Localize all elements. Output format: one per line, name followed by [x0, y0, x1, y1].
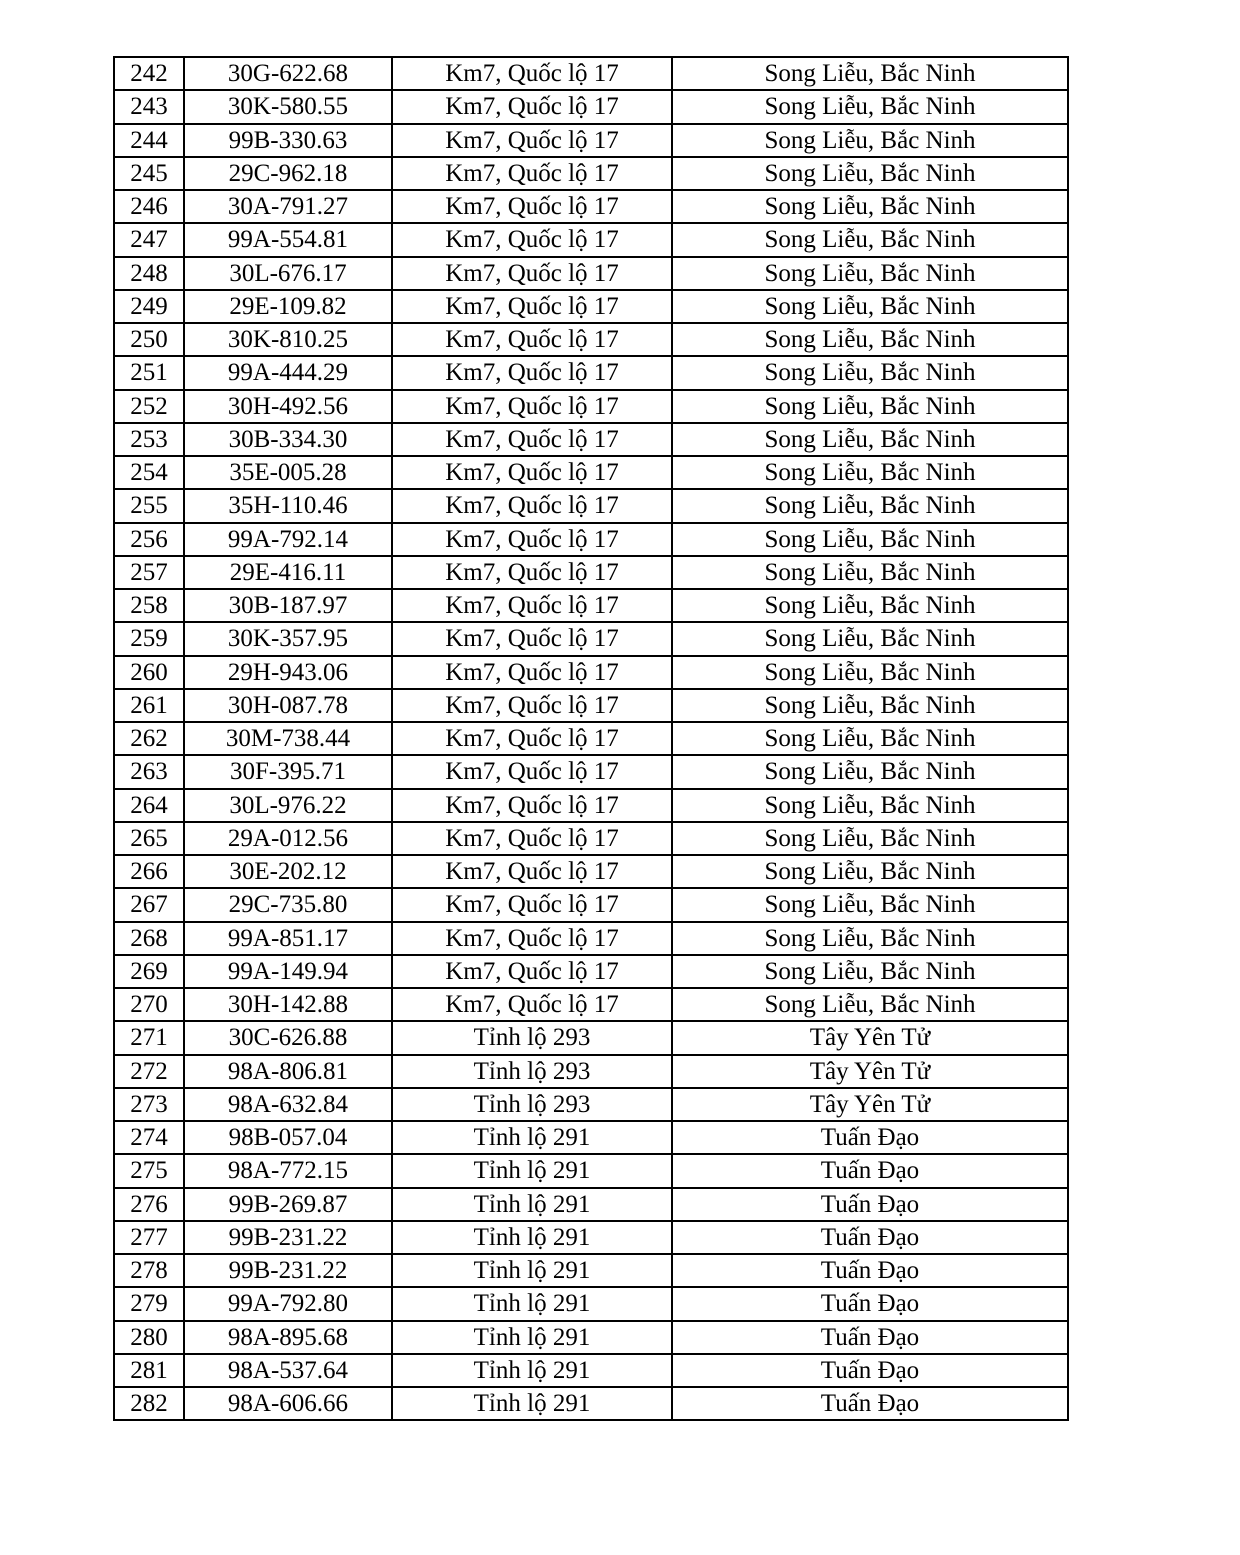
row-number-cell: 275 [114, 1154, 184, 1187]
license-plate-cell: 29H-943.06 [184, 656, 392, 689]
table-row [114, 656, 1068, 689]
table-row [114, 988, 1068, 1021]
road-location-cell: Km7, Quốc lộ 17 [392, 356, 672, 389]
row-number-cell: 257 [114, 556, 184, 589]
table-row [114, 157, 1068, 190]
road-location-cell: Tỉnh lộ 293 [392, 1055, 672, 1088]
road-location-cell: Km7, Quốc lộ 17 [392, 656, 672, 689]
row-number-cell: 249 [114, 290, 184, 323]
license-plate-cell: 30H-087.78 [184, 689, 392, 722]
place-name-cell: Tuấn Đạo [672, 1154, 1068, 1187]
place-name-cell: Tây Yên Tử [672, 1055, 1068, 1088]
place-name-cell: Song Liễu, Bắc Ninh [672, 888, 1068, 921]
row-number-cell: 266 [114, 855, 184, 888]
place-name-cell: Song Liễu, Bắc Ninh [672, 423, 1068, 456]
table-row [114, 323, 1068, 356]
road-location-cell: Km7, Quốc lộ 17 [392, 622, 672, 655]
table-row [114, 290, 1068, 323]
table-row [114, 257, 1068, 290]
license-plate-cell: 30K-580.55 [184, 90, 392, 123]
table-row [114, 556, 1068, 589]
row-number-cell: 260 [114, 656, 184, 689]
place-name-cell: Song Liễu, Bắc Ninh [672, 290, 1068, 323]
place-name-cell: Song Liễu, Bắc Ninh [672, 57, 1068, 90]
table-row [114, 489, 1068, 522]
license-plate-cell: 99A-792.14 [184, 523, 392, 556]
place-name-cell: Song Liễu, Bắc Ninh [672, 689, 1068, 722]
table-row [114, 1387, 1068, 1420]
place-name-cell: Song Liễu, Bắc Ninh [672, 356, 1068, 389]
table-row [114, 90, 1068, 123]
table-row [114, 423, 1068, 456]
row-number-cell: 259 [114, 622, 184, 655]
place-name-cell: Song Liễu, Bắc Ninh [672, 656, 1068, 689]
row-number-cell: 262 [114, 722, 184, 755]
road-location-cell: Tỉnh lộ 291 [392, 1154, 672, 1187]
place-name-cell: Song Liễu, Bắc Ninh [672, 855, 1068, 888]
road-location-cell: Km7, Quốc lộ 17 [392, 955, 672, 988]
license-plate-cell: 35H-110.46 [184, 489, 392, 522]
place-name-cell: Song Liễu, Bắc Ninh [672, 955, 1068, 988]
place-name-cell: Song Liễu, Bắc Ninh [672, 190, 1068, 223]
table-row [114, 1287, 1068, 1320]
row-number-cell: 264 [114, 789, 184, 822]
place-name-cell: Tuấn Đạo [672, 1287, 1068, 1320]
place-name-cell: Song Liễu, Bắc Ninh [672, 257, 1068, 290]
row-number-cell: 267 [114, 888, 184, 921]
road-location-cell: Tỉnh lộ 291 [392, 1354, 672, 1387]
table-row [114, 955, 1068, 988]
row-number-cell: 268 [114, 922, 184, 955]
place-name-cell: Song Liễu, Bắc Ninh [672, 755, 1068, 788]
row-number-cell: 270 [114, 988, 184, 1021]
table-row [114, 1254, 1068, 1287]
place-name-cell: Tuấn Đạo [672, 1354, 1068, 1387]
road-location-cell: Km7, Quốc lộ 17 [392, 90, 672, 123]
table-row [114, 1121, 1068, 1154]
road-location-cell: Tỉnh lộ 291 [392, 1121, 672, 1154]
place-name-cell: Song Liễu, Bắc Ninh [672, 789, 1068, 822]
license-plate-cell: 98A-806.81 [184, 1055, 392, 1088]
road-location-cell: Km7, Quốc lộ 17 [392, 855, 672, 888]
road-location-cell: Km7, Quốc lộ 17 [392, 988, 672, 1021]
row-number-cell: 279 [114, 1287, 184, 1320]
place-name-cell: Song Liễu, Bắc Ninh [672, 622, 1068, 655]
road-location-cell: Km7, Quốc lộ 17 [392, 257, 672, 290]
road-location-cell: Tỉnh lộ 293 [392, 1088, 672, 1121]
table-row [114, 722, 1068, 755]
row-number-cell: 278 [114, 1254, 184, 1287]
place-name-cell: Song Liễu, Bắc Ninh [672, 822, 1068, 855]
row-number-cell: 271 [114, 1021, 184, 1054]
license-plate-cell: 29E-109.82 [184, 290, 392, 323]
table-row [114, 789, 1068, 822]
table-row [114, 822, 1068, 855]
place-name-cell: Song Liễu, Bắc Ninh [672, 390, 1068, 423]
row-number-cell: 273 [114, 1088, 184, 1121]
row-number-cell: 247 [114, 223, 184, 256]
license-plate-cell: 99A-554.81 [184, 223, 392, 256]
license-plate-cell: 99A-149.94 [184, 955, 392, 988]
table-row [114, 1088, 1068, 1121]
license-plate-cell: 99B-231.22 [184, 1221, 392, 1254]
place-name-cell: Song Liễu, Bắc Ninh [672, 589, 1068, 622]
row-number-cell: 265 [114, 822, 184, 855]
license-plate-cell: 99A-851.17 [184, 922, 392, 955]
road-location-cell: Tỉnh lộ 291 [392, 1188, 672, 1221]
road-location-cell: Km7, Quốc lộ 17 [392, 722, 672, 755]
place-name-cell: Song Liễu, Bắc Ninh [672, 124, 1068, 157]
row-number-cell: 280 [114, 1321, 184, 1354]
row-number-cell: 276 [114, 1188, 184, 1221]
road-location-cell: Km7, Quốc lộ 17 [392, 789, 672, 822]
table-row [114, 888, 1068, 921]
license-plate-cell: 98A-537.64 [184, 1354, 392, 1387]
table-row [114, 57, 1068, 90]
table-row [114, 1188, 1068, 1221]
road-location-cell: Km7, Quốc lộ 17 [392, 689, 672, 722]
license-plate-cell: 30K-810.25 [184, 323, 392, 356]
license-plate-cell: 99B-330.63 [184, 124, 392, 157]
license-plate-cell: 30A-791.27 [184, 190, 392, 223]
row-number-cell: 263 [114, 755, 184, 788]
license-plate-cell: 29C-735.80 [184, 888, 392, 921]
place-name-cell: Song Liễu, Bắc Ninh [672, 523, 1068, 556]
row-number-cell: 244 [114, 124, 184, 157]
license-plate-cell: 99B-231.22 [184, 1254, 392, 1287]
row-number-cell: 246 [114, 190, 184, 223]
row-number-cell: 253 [114, 423, 184, 456]
row-number-cell: 261 [114, 689, 184, 722]
table-row [114, 689, 1068, 722]
license-plate-cell: 99A-444.29 [184, 356, 392, 389]
place-name-cell: Song Liễu, Bắc Ninh [672, 323, 1068, 356]
road-location-cell: Km7, Quốc lộ 17 [392, 423, 672, 456]
place-name-cell: Tuấn Đạo [672, 1121, 1068, 1154]
table-row [114, 855, 1068, 888]
place-name-cell: Song Liễu, Bắc Ninh [672, 988, 1068, 1021]
road-location-cell: Km7, Quốc lộ 17 [392, 390, 672, 423]
road-location-cell: Tỉnh lộ 291 [392, 1287, 672, 1320]
road-location-cell: Km7, Quốc lộ 17 [392, 523, 672, 556]
road-location-cell: Tỉnh lộ 291 [392, 1321, 672, 1354]
license-plate-cell: 30L-676.17 [184, 257, 392, 290]
place-name-cell: Song Liễu, Bắc Ninh [672, 722, 1068, 755]
table-row [114, 390, 1068, 423]
road-location-cell: Km7, Quốc lộ 17 [392, 456, 672, 489]
license-plate-cell: 29E-416.11 [184, 556, 392, 589]
table-row [114, 589, 1068, 622]
row-number-cell: 269 [114, 955, 184, 988]
place-name-cell: Tây Yên Tử [672, 1088, 1068, 1121]
road-location-cell: Km7, Quốc lộ 17 [392, 57, 672, 90]
row-number-cell: 277 [114, 1221, 184, 1254]
place-name-cell: Song Liễu, Bắc Ninh [672, 922, 1068, 955]
place-name-cell: Song Liễu, Bắc Ninh [672, 556, 1068, 589]
place-name-cell: Song Liễu, Bắc Ninh [672, 90, 1068, 123]
records-table [113, 56, 1069, 1421]
table-row [114, 622, 1068, 655]
table-row [114, 1055, 1068, 1088]
table-row [114, 523, 1068, 556]
road-location-cell: Km7, Quốc lộ 17 [392, 190, 672, 223]
row-number-cell: 258 [114, 589, 184, 622]
row-number-cell: 256 [114, 523, 184, 556]
row-number-cell: 272 [114, 1055, 184, 1088]
place-name-cell: Tuấn Đạo [672, 1188, 1068, 1221]
road-location-cell: Km7, Quốc lộ 17 [392, 223, 672, 256]
table-row [114, 755, 1068, 788]
place-name-cell: Song Liễu, Bắc Ninh [672, 223, 1068, 256]
table-row [114, 1221, 1068, 1254]
table-row [114, 456, 1068, 489]
license-plate-cell: 35E-005.28 [184, 456, 392, 489]
license-plate-cell: 98A-895.68 [184, 1321, 392, 1354]
row-number-cell: 250 [114, 323, 184, 356]
license-plate-cell: 30B-334.30 [184, 423, 392, 456]
license-plate-cell: 30C-626.88 [184, 1021, 392, 1054]
place-name-cell: Song Liễu, Bắc Ninh [672, 489, 1068, 522]
road-location-cell: Km7, Quốc lộ 17 [392, 323, 672, 356]
license-plate-cell: 30B-187.97 [184, 589, 392, 622]
row-number-cell: 281 [114, 1354, 184, 1387]
road-location-cell: Tỉnh lộ 293 [392, 1021, 672, 1054]
row-number-cell: 243 [114, 90, 184, 123]
license-plate-cell: 30L-976.22 [184, 789, 392, 822]
license-plate-cell: 30F-395.71 [184, 755, 392, 788]
road-location-cell: Km7, Quốc lộ 17 [392, 922, 672, 955]
road-location-cell: Tỉnh lộ 291 [392, 1254, 672, 1287]
row-number-cell: 255 [114, 489, 184, 522]
license-plate-cell: 99A-792.80 [184, 1287, 392, 1320]
license-plate-cell: 30G-622.68 [184, 57, 392, 90]
place-name-cell: Tuấn Đạo [672, 1387, 1068, 1420]
table-row [114, 1321, 1068, 1354]
license-plate-cell: 30K-357.95 [184, 622, 392, 655]
license-plate-cell: 30H-492.56 [184, 390, 392, 423]
row-number-cell: 248 [114, 257, 184, 290]
road-location-cell: Km7, Quốc lộ 17 [392, 157, 672, 190]
license-plate-cell: 29C-962.18 [184, 157, 392, 190]
table-row [114, 190, 1068, 223]
place-name-cell: Song Liễu, Bắc Ninh [672, 157, 1068, 190]
table-row [114, 1021, 1068, 1054]
place-name-cell: Song Liễu, Bắc Ninh [672, 456, 1068, 489]
place-name-cell: Tuấn Đạo [672, 1221, 1068, 1254]
road-location-cell: Km7, Quốc lộ 17 [392, 822, 672, 855]
road-location-cell: Km7, Quốc lộ 17 [392, 489, 672, 522]
license-plate-cell: 30E-202.12 [184, 855, 392, 888]
road-location-cell: Km7, Quốc lộ 17 [392, 124, 672, 157]
road-location-cell: Km7, Quốc lộ 17 [392, 888, 672, 921]
table-row [114, 223, 1068, 256]
license-plate-cell: 98B-057.04 [184, 1121, 392, 1154]
license-plate-cell: 30M-738.44 [184, 722, 392, 755]
row-number-cell: 242 [114, 57, 184, 90]
row-number-cell: 251 [114, 356, 184, 389]
row-number-cell: 282 [114, 1387, 184, 1420]
table-row [114, 124, 1068, 157]
place-name-cell: Tuấn Đạo [672, 1321, 1068, 1354]
table-row [114, 356, 1068, 389]
row-number-cell: 245 [114, 157, 184, 190]
road-location-cell: Km7, Quốc lộ 17 [392, 755, 672, 788]
row-number-cell: 254 [114, 456, 184, 489]
license-plate-cell: 98A-632.84 [184, 1088, 392, 1121]
place-name-cell: Tây Yên Tử [672, 1021, 1068, 1054]
license-plate-cell: 99B-269.87 [184, 1188, 392, 1221]
road-location-cell: Km7, Quốc lộ 17 [392, 589, 672, 622]
place-name-cell: Tuấn Đạo [672, 1254, 1068, 1287]
table-row [114, 1354, 1068, 1387]
records-table-body [114, 57, 1068, 1420]
license-plate-cell: 29A-012.56 [184, 822, 392, 855]
road-location-cell: Tỉnh lộ 291 [392, 1221, 672, 1254]
license-plate-cell: 98A-772.15 [184, 1154, 392, 1187]
table-row [114, 1154, 1068, 1187]
license-plate-cell: 98A-606.66 [184, 1387, 392, 1420]
road-location-cell: Tỉnh lộ 291 [392, 1387, 672, 1420]
row-number-cell: 252 [114, 390, 184, 423]
table-row [114, 922, 1068, 955]
license-plate-cell: 30H-142.88 [184, 988, 392, 1021]
row-number-cell: 274 [114, 1121, 184, 1154]
road-location-cell: Km7, Quốc lộ 17 [392, 290, 672, 323]
road-location-cell: Km7, Quốc lộ 17 [392, 556, 672, 589]
